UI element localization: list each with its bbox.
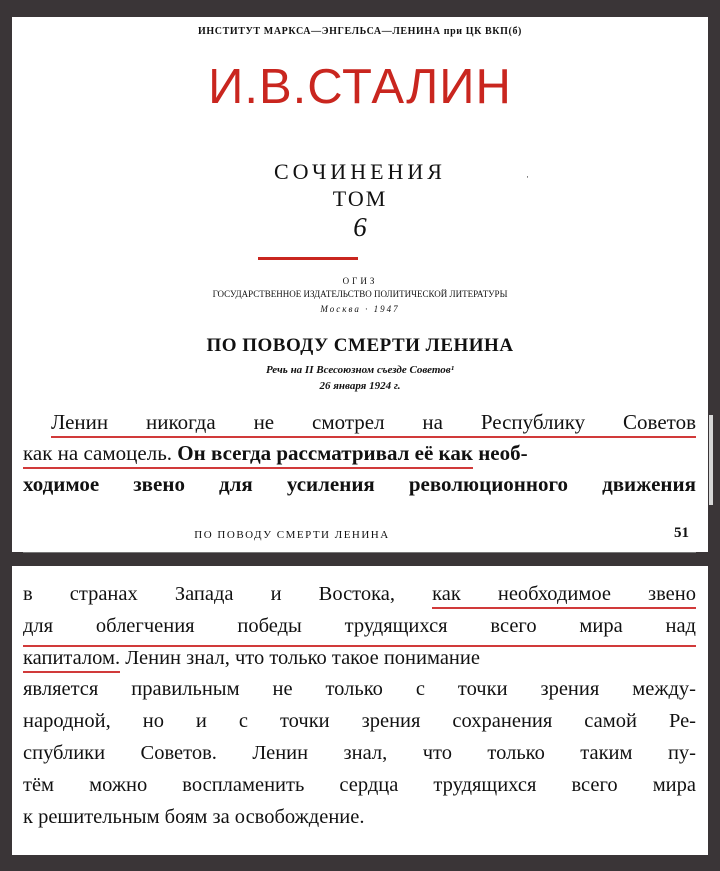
text-line: ходимое звено для усиления революционного движения xyxy=(23,472,696,496)
text-line xyxy=(23,438,696,469)
underlined-bold-text: Он всегда рассматривал её как xyxy=(172,441,473,465)
underlined-text: как на самоцель. xyxy=(23,441,173,465)
edge-tab xyxy=(709,415,713,505)
body-text-scan xyxy=(12,566,708,855)
text-line: народной, но и с точки зрения сохранения самой Ре- xyxy=(23,710,696,733)
page-gap xyxy=(0,552,720,566)
plain-text: в странах Запада и Востока, xyxy=(23,583,433,605)
publisher-abbreviation: ОГИЗ xyxy=(342,276,378,286)
underlined-text: как необходимое звено xyxy=(432,583,696,605)
article-title: ПО ПОВОДУ СМЕРТИ ЛЕНИНА xyxy=(206,335,514,356)
text-line xyxy=(23,407,696,438)
bold-text: необ- xyxy=(472,441,528,465)
underlined-text: для облегчения победы трудящихся всего мира над xyxy=(23,611,696,643)
speck-mark: · xyxy=(526,172,529,182)
city-year: Москва · 1947 xyxy=(320,304,400,314)
text-line: тём можно воспламенить сердца трудящихся всего мира xyxy=(23,773,696,796)
text-line: является правильным не только с точки зрения между- xyxy=(23,678,696,701)
publisher-name: ГОСУДАРСТВЕННОЕ ИЗДАТЕЛЬСТВО ПОЛИТИЧЕСКОЙ ЛИТЕРАТУРЫ xyxy=(212,289,508,299)
volume-number: 6 xyxy=(353,212,367,242)
works-label: СОЧИНЕНИЯ xyxy=(274,159,446,184)
institute-line: ИНСТИТУТ МАРКСА—ЭНГЕЛЬСА—ЛЕНИНА при ЦК ВКП(б) xyxy=(198,26,522,37)
title-page-scan xyxy=(12,17,708,552)
page-number: 51 xyxy=(674,525,689,541)
volume-label: ТОМ xyxy=(332,186,388,211)
plain-text: Ленин знал, что только такое понимание xyxy=(120,646,480,669)
top-paragraph xyxy=(23,407,696,500)
text-line xyxy=(23,611,696,643)
text-line: к решительным боям за освобождение. xyxy=(23,805,365,828)
running-head: ПО ПОВОДУ СМЕРТИ ЛЕНИНА xyxy=(194,529,390,541)
article-date: 26 января 1924 г. xyxy=(319,380,401,392)
author-name: И.В.СТАЛИН xyxy=(208,60,512,114)
text-line xyxy=(23,643,696,675)
underlined-text: капиталом. xyxy=(23,646,121,669)
text-line xyxy=(23,579,696,611)
text-line: спублики Советов. Ленин знал, что только таким пу- xyxy=(23,741,696,764)
red-rule-divider xyxy=(258,257,358,260)
bottom-paragraph xyxy=(23,579,696,833)
running-head-rule xyxy=(23,552,696,553)
article-subtitle: Речь на II Всесоюзном съезде Советов¹ xyxy=(265,364,455,376)
underlined-text: Ленин никогда не смотрел на Республику Советов xyxy=(51,410,696,434)
